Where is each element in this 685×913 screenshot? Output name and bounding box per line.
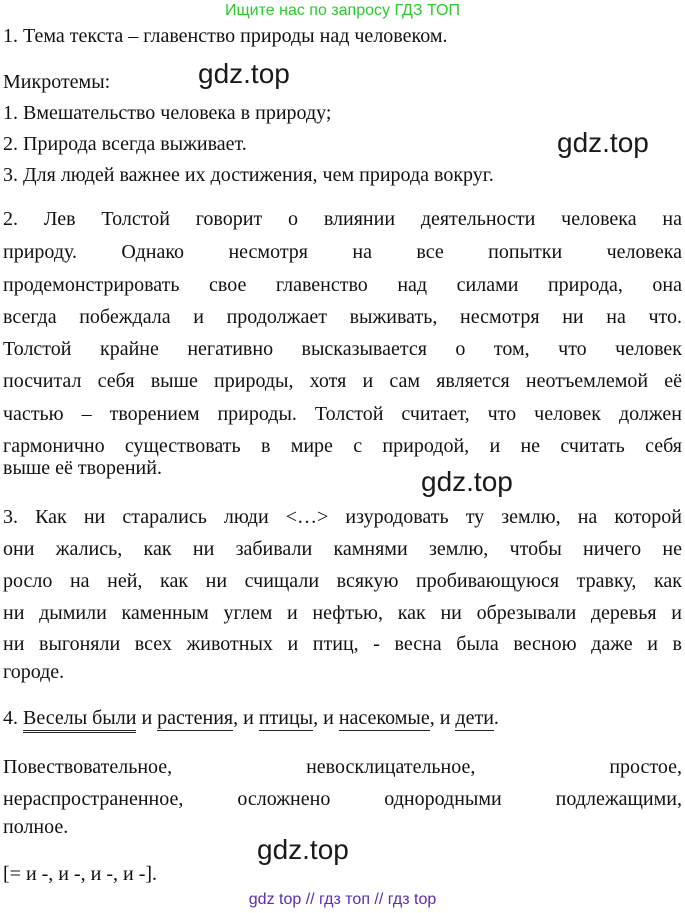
answer2-line: продемонстрировать свое главенство над силами природа, она: [3, 274, 682, 296]
answer2-line: природу. Однако несмотря на все попытки человека: [3, 241, 682, 263]
answer3-line: росло на ней, как ни счищали всякую пробивающуюся травку, как: [3, 570, 682, 592]
subject-word: растения: [157, 707, 234, 729]
description-line: Повествовательное, невосклицательное, простое,: [3, 756, 682, 778]
answer2-line: Толстой крайне негативно высказывается о том, что человек: [3, 338, 682, 360]
watermark: gdz.top: [557, 127, 649, 158]
watermark: gdz.top: [198, 58, 290, 89]
answer3-line: они жались, как ни забивали камнями землю, чтобы ничего не: [3, 538, 682, 560]
watermark: gdz.top: [421, 466, 513, 497]
answer3-line: ни дымили каменным углем и нефтью, как ни обрезывали деревья и: [3, 602, 682, 624]
answer3-line: ни выгоняли всех животных и птиц, - весна была весною даже и в: [3, 633, 682, 655]
answer2-line: 2. Лев Толстой говорит о влиянии деятельности человека на: [3, 208, 682, 230]
answer4-sentence: [3, 706, 499, 730]
sentence-number: 4.: [3, 707, 18, 729]
conjunction: и: [141, 707, 153, 729]
predicate-word: Веселы были: [23, 707, 136, 733]
conjunction: , и: [313, 707, 334, 729]
watermark: gdz.top: [257, 834, 349, 865]
answer2-line: гармонично существовать в мире с природой, и не считать себя: [3, 435, 682, 457]
sentence-scheme: [= и -, и -, и -, и -].: [3, 863, 158, 885]
subject-word: дети: [455, 707, 494, 729]
search-banner: Ищите нас по запросу ГДЗ ТОП: [225, 2, 460, 19]
subject-word: насекомые: [338, 707, 430, 729]
microthemes-label: Микротемы:: [3, 71, 111, 93]
microtheme-item: 2. Природа всегда выживает.: [3, 133, 247, 155]
description-line: нераспространенное, осложнено однородными подлежащими,: [3, 788, 682, 810]
footer-links: gdz top // гдз топ // гдз top: [248, 891, 437, 908]
answer2-line: посчитал себя выше природы, хотя и сам является неотъемлемой её: [3, 370, 682, 392]
answer2-line: выше её творений.: [3, 457, 162, 479]
answer3-line: 3. Как ни старались люди <…> изуродовать ту землю, на которой: [3, 506, 682, 528]
sentence-end: .: [493, 707, 499, 729]
answer2-line: всегда побеждала и продолжает выживать, несмотря ни на что.: [3, 306, 682, 328]
microtheme-item: 3. Для людей важнее их достижения, чем природа вокруг.: [3, 164, 494, 186]
microtheme-item: 1. Вмешательство человека в природу;: [3, 102, 332, 124]
subject-word: птицы: [258, 707, 314, 729]
theme-line: 1. Тема текста – главенство природы над человеком.: [3, 25, 448, 47]
description-line: полное.: [3, 816, 69, 838]
answer2-line: частью – творением природы. Толстой считает, что человек должен: [3, 403, 682, 425]
answer3-line: городе.: [3, 661, 65, 683]
conjunction: , и: [233, 707, 254, 729]
conjunction: , и: [429, 707, 451, 729]
